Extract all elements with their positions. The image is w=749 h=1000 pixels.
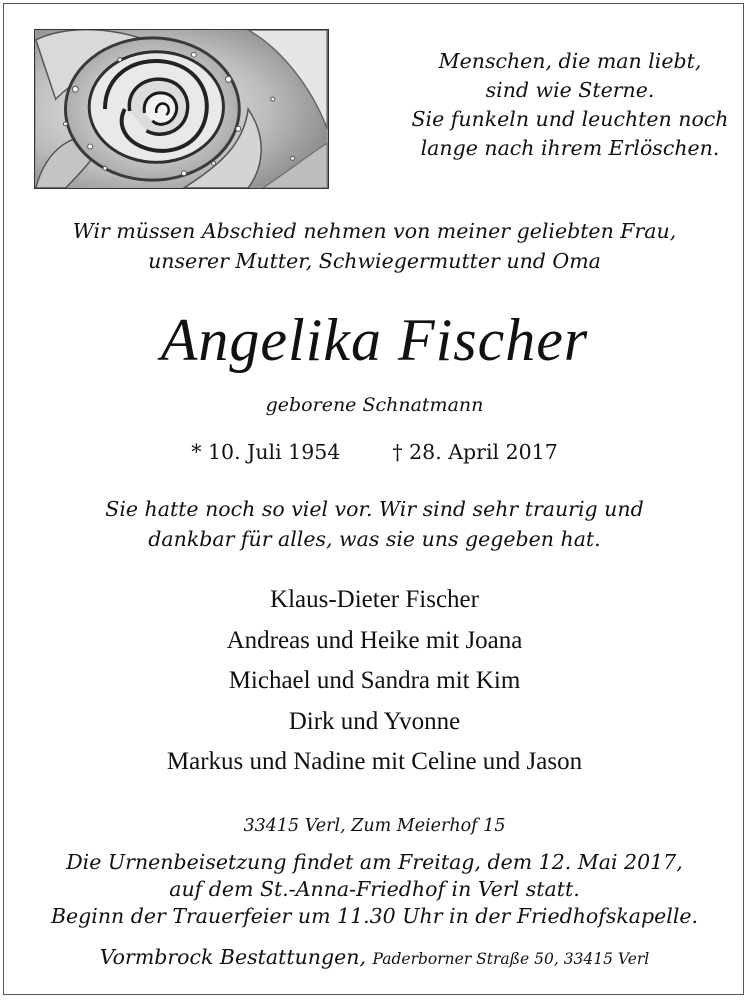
undertaker-separator: , [359,945,366,969]
birth-name: geborene Schnatmann [265,394,484,416]
funeral-info [0,849,749,930]
death-date: † 28. April 2017 [392,440,558,464]
quote-line: sind wie Sterne. [485,78,655,102]
deceased-name: Angelika Fischer [160,307,589,373]
rose-photo [34,29,329,189]
intro-line: unserer Mutter, Schwiegermutter und Oma [148,249,601,273]
family-member: Andreas und Heike mit Joana [226,626,523,654]
intro-line: Wir müssen Abschied nehmen von meiner geliebten Frau, [72,219,677,243]
funeral-line: auf dem St.-Anna-Friedhof in Verl statt. [169,877,580,901]
memorial-quote [395,47,745,163]
family-member: Dirk und Yvonne [288,707,461,735]
family-member: Klaus-Dieter Fischer [270,586,479,613]
quote-line: Sie funkeln und leuchten noch [411,107,729,131]
family-list [0,580,749,783]
intro-text [0,216,749,276]
message-line: dankbar für alles, was sie uns gegeben hat. [148,527,601,551]
family-address: 33415 Verl, Zum Meierhof 15 [243,816,506,836]
family-member: Michael und Sandra mit Kim [228,667,521,694]
life-dates [0,438,749,466]
quote-line: Menschen, die man liebt, [438,49,702,73]
message-line: Sie hatte noch so viel vor. Wir sind sehr traurig und [105,497,644,521]
quote-line: lange nach ihrem Erlöschen. [420,136,720,160]
undertaker-name: Vormbrock Bestattungen [99,945,360,969]
mourning-message [0,494,749,554]
undertaker [0,944,749,972]
birth-date: * 10. Juli 1954 [191,440,341,464]
funeral-line: Beginn der Trauerfeier um 11.30 Uhr in der Friedhofskapelle. [50,904,699,928]
funeral-line: Die Urnenbeisetzung findet am Freitag, dem 12. Mai 2017, [66,850,683,874]
family-member: Markus und Nadine mit Celine und Jason [166,748,583,775]
undertaker-address: Paderborner Straße 50, 33415 Verl [372,950,650,968]
